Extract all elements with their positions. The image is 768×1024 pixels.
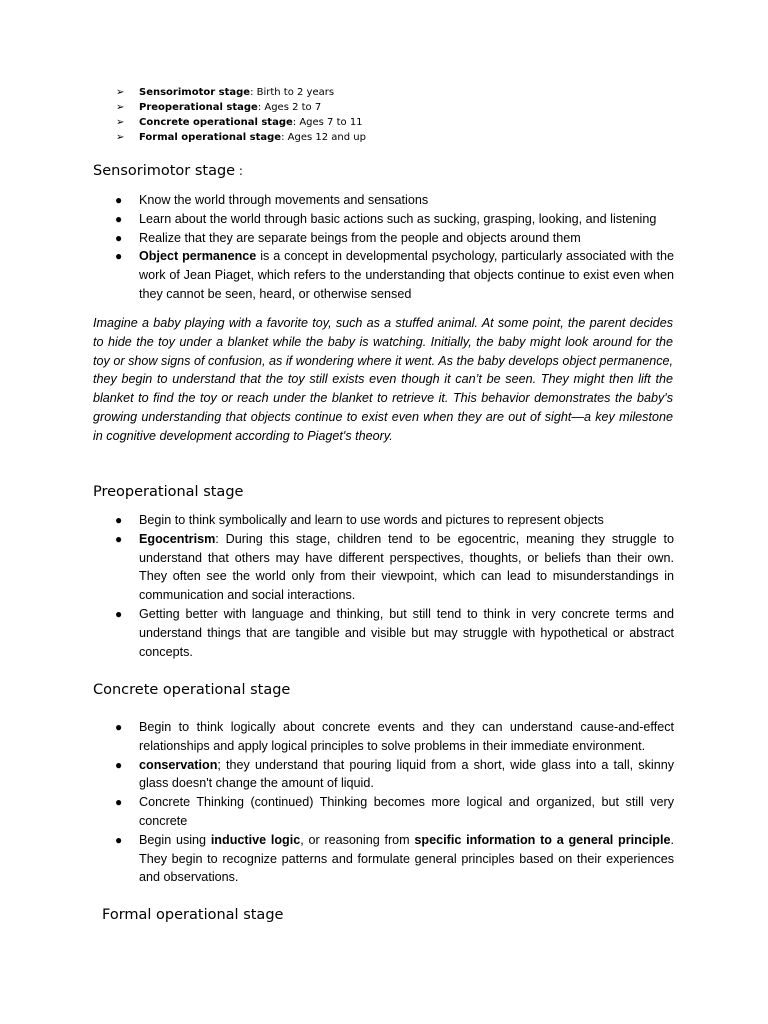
term-bold: inductive logic xyxy=(210,832,301,847)
stage-ages: : Ages 2 to 7 xyxy=(257,102,322,113)
bullet-dot-icon: ● xyxy=(115,832,123,847)
bullet-dot-icon: ● xyxy=(115,795,123,810)
stages-overview-list xyxy=(116,85,366,145)
list-item: ● Egocentrism: During this stage, children tend to be egocentric, meaning they struggle to understand that others may have different perspectives, thoughts, or beliefs than their own. They often see the world only from their viewpoint, which can lead to misunderstandings in communication and social interactions. xyxy=(115,531,674,603)
bullet-dot-icon: ● xyxy=(115,249,123,264)
formal-operational-heading: Formal operational stage xyxy=(102,907,284,923)
list-item xyxy=(116,130,366,145)
list-item: ● Object permanence is a concept in developmental psychology, particularly associated with the work of Jean Piaget, which refers to the understanding that objects continue to exist even when they cannot be seen, heard, or otherwise sensed xyxy=(115,249,675,301)
list-item: ● Begin using inductive logic, or reasoning from specific information to a general principle. They begin to recognize patterns and formulate general principles based on their experiences and observations. xyxy=(115,832,674,885)
list-item: ● Begin to think logically about concrete events and they can understand cause-and-effect relationships and apply logical principles to solve problems in their immediate environment. xyxy=(115,720,674,753)
sensorimotor-bullet-list xyxy=(112,191,674,304)
list-item: ● Getting better with language and thinking, but still tend to think in very concrete terms and understand things that are tangible and visible but may struggle with hypothetical or abstract concepts. xyxy=(115,606,674,659)
preoperational-bullet-list xyxy=(112,511,674,661)
bullet-dot-icon: ● xyxy=(115,211,123,226)
list-item: ● Begin to think symbolically and learn to use words and pictures to represent objects xyxy=(112,511,674,530)
list-item: ● Know the world through movements and sensations xyxy=(112,191,674,210)
list-item: ● conservation; they understand that pouring liquid from a short, wide glass into a tall, skinny glass doesn't change the amount of liquid. xyxy=(115,757,674,791)
stage-ages: : Birth to 2 years xyxy=(250,87,335,98)
bullet-dot-icon: ● xyxy=(115,720,123,734)
bullet-dot-icon: ● xyxy=(115,230,123,245)
stage-ages: : Ages 12 and up xyxy=(281,132,366,143)
bullet-dot-icon: ● xyxy=(115,757,123,772)
object-permanence-example: Imagine a baby playing with a favorite toy, such as a stuffed animal. At some point, the parent decides to hide the toy under a blanket while the baby is watching. Initially, the baby might look around for the toy or show signs of confusion, as if wondering where it went. As the baby develops object permanence, they begin to understand that the toy still exists even though it can’t be seen. They might then lift the blanket to find the toy or reach under the blanket to retrieve it. This behavior demonstrates the baby's growing understanding that objects continue to exist even when they are out of sight—a key milestone in cognitive development according to Piaget's theory. xyxy=(93,316,673,443)
bullet-dot-icon: ● xyxy=(115,606,123,621)
stage-name: Sensorimotor stage xyxy=(139,87,251,98)
sensorimotor-heading: Sensorimotor stage : xyxy=(93,163,243,179)
list-item: ● Realize that they are separate beings from the people and objects around them xyxy=(112,229,674,248)
term-bold: conservation xyxy=(139,757,218,772)
list-item xyxy=(116,85,366,100)
bullet-dot-icon: ● xyxy=(115,531,123,546)
term-bold: Object permanence xyxy=(139,249,257,264)
list-item xyxy=(116,115,366,130)
arrow-bullet-icon: ➢ xyxy=(116,87,125,98)
term-bold: specific information to a general principle xyxy=(414,832,671,847)
concrete-bullet-list xyxy=(112,718,674,887)
bullet-dot-icon: ● xyxy=(115,513,123,527)
stage-name: Preoperational stage xyxy=(139,102,258,113)
stage-name: Concrete operational stage xyxy=(139,117,293,128)
preoperational-heading: Preoperational stage xyxy=(93,484,244,500)
stage-name: Formal operational stage xyxy=(139,132,282,143)
stage-ages: : Ages 7 to 11 xyxy=(292,117,363,128)
concrete-operational-heading: Concrete operational stage xyxy=(93,682,291,698)
list-item: ● Concrete Thinking (continued) Thinking becomes more logical and organized, but still very concrete xyxy=(115,795,674,828)
arrow-bullet-icon: ➢ xyxy=(116,132,125,143)
bullet-dot-icon: ● xyxy=(115,193,123,207)
term-bold: Egocentrism xyxy=(139,531,216,546)
arrow-bullet-icon: ➢ xyxy=(116,117,125,128)
list-item xyxy=(116,100,366,115)
list-item: ● Learn about the world through basic actions such as sucking, grasping, looking, and listening xyxy=(112,210,674,229)
arrow-bullet-icon: ➢ xyxy=(116,102,125,113)
